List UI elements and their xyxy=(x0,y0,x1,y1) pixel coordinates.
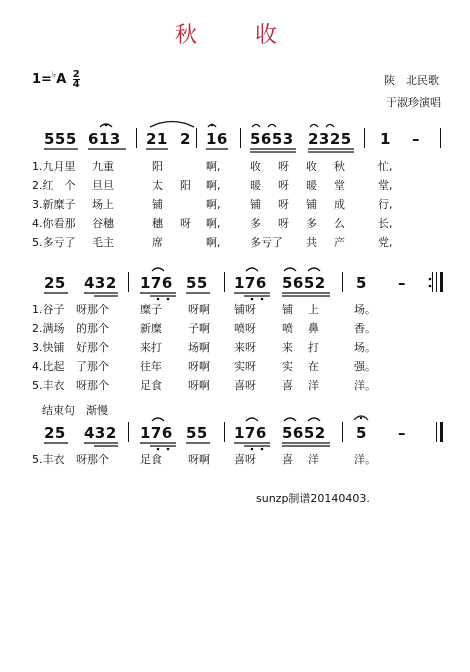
lyric: 香。 xyxy=(354,322,376,335)
lyric: 呀 xyxy=(278,198,289,211)
lyric: 喷 xyxy=(282,322,293,335)
note-group: 176 xyxy=(234,424,267,442)
lyric: 1.九月里 xyxy=(32,160,76,173)
footer-credit: sunzp制谱20140403. xyxy=(256,492,370,505)
lyric: 足食 xyxy=(140,453,162,466)
note-dash: – xyxy=(398,424,406,442)
note-group: 2 xyxy=(180,130,191,148)
barline xyxy=(128,422,129,442)
lyric: 铺 xyxy=(250,198,261,211)
lyric: 啊, xyxy=(206,160,221,173)
lyric: 产 xyxy=(334,236,345,249)
note-group: 25 xyxy=(44,274,66,292)
flat-sign: ♭ xyxy=(51,70,57,81)
lyric: 多 xyxy=(306,217,317,230)
note-group: 176 xyxy=(140,424,173,442)
final-barline xyxy=(440,422,443,442)
lyric: 强。 xyxy=(354,360,376,373)
lyric: 呀 xyxy=(278,179,289,192)
barline xyxy=(224,422,225,442)
note-group: 21 xyxy=(146,130,168,148)
lyric: 来呀 xyxy=(234,341,256,354)
lyric: 2.红 个 xyxy=(32,179,76,192)
lyric: 2.满场 xyxy=(32,322,65,335)
lyric: 多亏了 xyxy=(250,236,283,249)
song-title: 秋 收 xyxy=(174,23,295,48)
lyric: 旦旦 xyxy=(92,179,114,192)
lyric: 铺 xyxy=(282,303,293,316)
barline xyxy=(440,128,441,148)
note-group: 1 xyxy=(380,130,391,148)
lyric: 堂 xyxy=(334,179,345,192)
note-group: 5653 xyxy=(250,130,294,148)
lyric: 啊, xyxy=(206,236,221,249)
barline xyxy=(436,422,437,442)
note-group: 5652 xyxy=(282,424,326,442)
note-group: 176 xyxy=(234,274,267,292)
lyric: 喜呀 xyxy=(234,453,256,466)
lyric: 喜 xyxy=(282,453,293,466)
lyric: 子啊 xyxy=(188,322,210,335)
lyric: 洋。 xyxy=(354,453,376,466)
lyric: 成 xyxy=(334,198,345,211)
singer-credit: 于淑珍演唱 xyxy=(386,96,441,109)
lyric: 来 xyxy=(282,341,293,354)
lyric: 呀啊 xyxy=(188,360,210,373)
barline xyxy=(224,272,225,292)
lyric: 呀那个 xyxy=(76,379,109,392)
lyric: 新糜 xyxy=(140,322,162,335)
lyric: 好那个 xyxy=(76,341,109,354)
lyric: 洋 xyxy=(308,379,319,392)
lyric: 5.多亏了 xyxy=(32,236,76,249)
lyric: 往年 xyxy=(140,360,162,373)
barline xyxy=(364,128,365,148)
key-prefix: 1= xyxy=(32,72,52,87)
origin-credit: 陕 北民歌 xyxy=(384,74,439,87)
lyric: 洋。 xyxy=(354,379,376,392)
lyric: 场啊 xyxy=(188,341,210,354)
note-group: 55 xyxy=(186,424,208,442)
barline xyxy=(342,272,343,292)
barline xyxy=(196,128,197,148)
lyric: 么 xyxy=(334,217,345,230)
lyric: 毛主 xyxy=(92,236,114,249)
lyric: 喜 xyxy=(282,379,293,392)
lyric: 场。 xyxy=(354,303,376,316)
note-group: 555 xyxy=(44,130,77,148)
note-group: 432 xyxy=(84,424,117,442)
lyric: 3.快铺 xyxy=(32,341,65,354)
lyric: 场上 xyxy=(92,198,114,211)
lyric: 太 xyxy=(152,179,163,192)
lyric: 4.比起 xyxy=(32,360,65,373)
lyric: 呀那个 xyxy=(76,453,109,466)
lyric: 呀那个 xyxy=(76,303,109,316)
lyric: 来打 xyxy=(140,341,162,354)
lyric: 阳 xyxy=(180,179,191,192)
barline xyxy=(240,128,241,148)
lyric: 了那个 xyxy=(76,360,109,373)
lyric: 洋 xyxy=(308,453,319,466)
note-group: 5652 xyxy=(282,274,326,292)
note-group: 176 xyxy=(140,274,173,292)
lyric: 实 xyxy=(282,360,293,373)
lyric: 共 xyxy=(306,236,317,249)
note-group: 613 xyxy=(88,130,121,148)
lyric: 呀 xyxy=(180,217,191,230)
barline xyxy=(432,272,433,292)
lyric: 党, xyxy=(378,236,393,249)
barline xyxy=(436,272,437,292)
lyric: 糜子 xyxy=(140,303,162,316)
lyric: 3.新糜子 xyxy=(32,198,76,211)
lyric: 暖 xyxy=(306,179,317,192)
lyric: 啊, xyxy=(206,198,221,211)
lyric: 谷穗 xyxy=(92,217,114,230)
lyric: 铺 xyxy=(306,198,317,211)
time-signature-bottom: 4 xyxy=(72,79,80,90)
lyric: 席 xyxy=(152,236,163,249)
lyric: 喜呀 xyxy=(234,379,256,392)
final-barline xyxy=(440,272,443,292)
barline xyxy=(128,272,129,292)
lyric: 场。 xyxy=(354,341,376,354)
lyric: 5.丰衣 xyxy=(32,453,65,466)
lyric: 喷呀 xyxy=(234,322,256,335)
lyric: 长, xyxy=(378,217,393,230)
note-group: 5 xyxy=(356,424,367,442)
ending-instruction: 结束句 渐慢 xyxy=(42,404,108,417)
barline xyxy=(342,422,343,442)
lyric: 呀 xyxy=(278,217,289,230)
lyric: 鼻 xyxy=(308,322,319,335)
lyric: 在 xyxy=(308,360,319,373)
lyric: 呀啊 xyxy=(188,379,210,392)
lyric: 铺 xyxy=(152,198,163,211)
note-group: 16 xyxy=(206,130,228,148)
note-dash: – xyxy=(412,130,420,148)
lyric: 收 xyxy=(250,160,261,173)
lyric: 忙, xyxy=(378,160,393,173)
lyric: 呀 xyxy=(278,160,289,173)
lyric: 5.丰衣 xyxy=(32,379,65,392)
note-group: 25 xyxy=(44,424,66,442)
lyric: 的那个 xyxy=(76,322,109,335)
key-signature xyxy=(32,70,80,89)
lyric: 穗 xyxy=(152,217,163,230)
key-note: A xyxy=(56,72,67,87)
lyric: 足食 xyxy=(140,379,162,392)
lyric: 啊, xyxy=(206,179,221,192)
time-signature xyxy=(73,70,80,89)
lyric: 呀啊 xyxy=(188,453,210,466)
note-group: 5 xyxy=(356,274,367,292)
lyric: 阳 xyxy=(152,160,163,173)
lyric: 铺呀 xyxy=(234,303,256,316)
lyric: 行, xyxy=(378,198,393,211)
lyric: 九重 xyxy=(92,160,114,173)
lyric: 堂, xyxy=(378,179,393,192)
lyric: 上 xyxy=(308,303,319,316)
lyric: 秋 xyxy=(334,160,345,173)
lyric: 多 xyxy=(250,217,261,230)
lyric: 1.谷子 xyxy=(32,303,65,316)
note-group: 2325 xyxy=(308,130,352,148)
note-group: 432 xyxy=(84,274,117,292)
lyric: 呀啊 xyxy=(188,303,210,316)
lyric: 实呀 xyxy=(234,360,256,373)
lyric: 啊, xyxy=(206,217,221,230)
note-dash: – xyxy=(398,274,406,292)
barline xyxy=(136,128,137,148)
note-group: 55 xyxy=(186,274,208,292)
lyric: 4.你看那 xyxy=(32,217,76,230)
lyric: 打 xyxy=(308,341,319,354)
time-signature-top: 2 xyxy=(72,69,80,80)
lyric: 暖 xyxy=(250,179,261,192)
lyric: 收 xyxy=(306,160,317,173)
